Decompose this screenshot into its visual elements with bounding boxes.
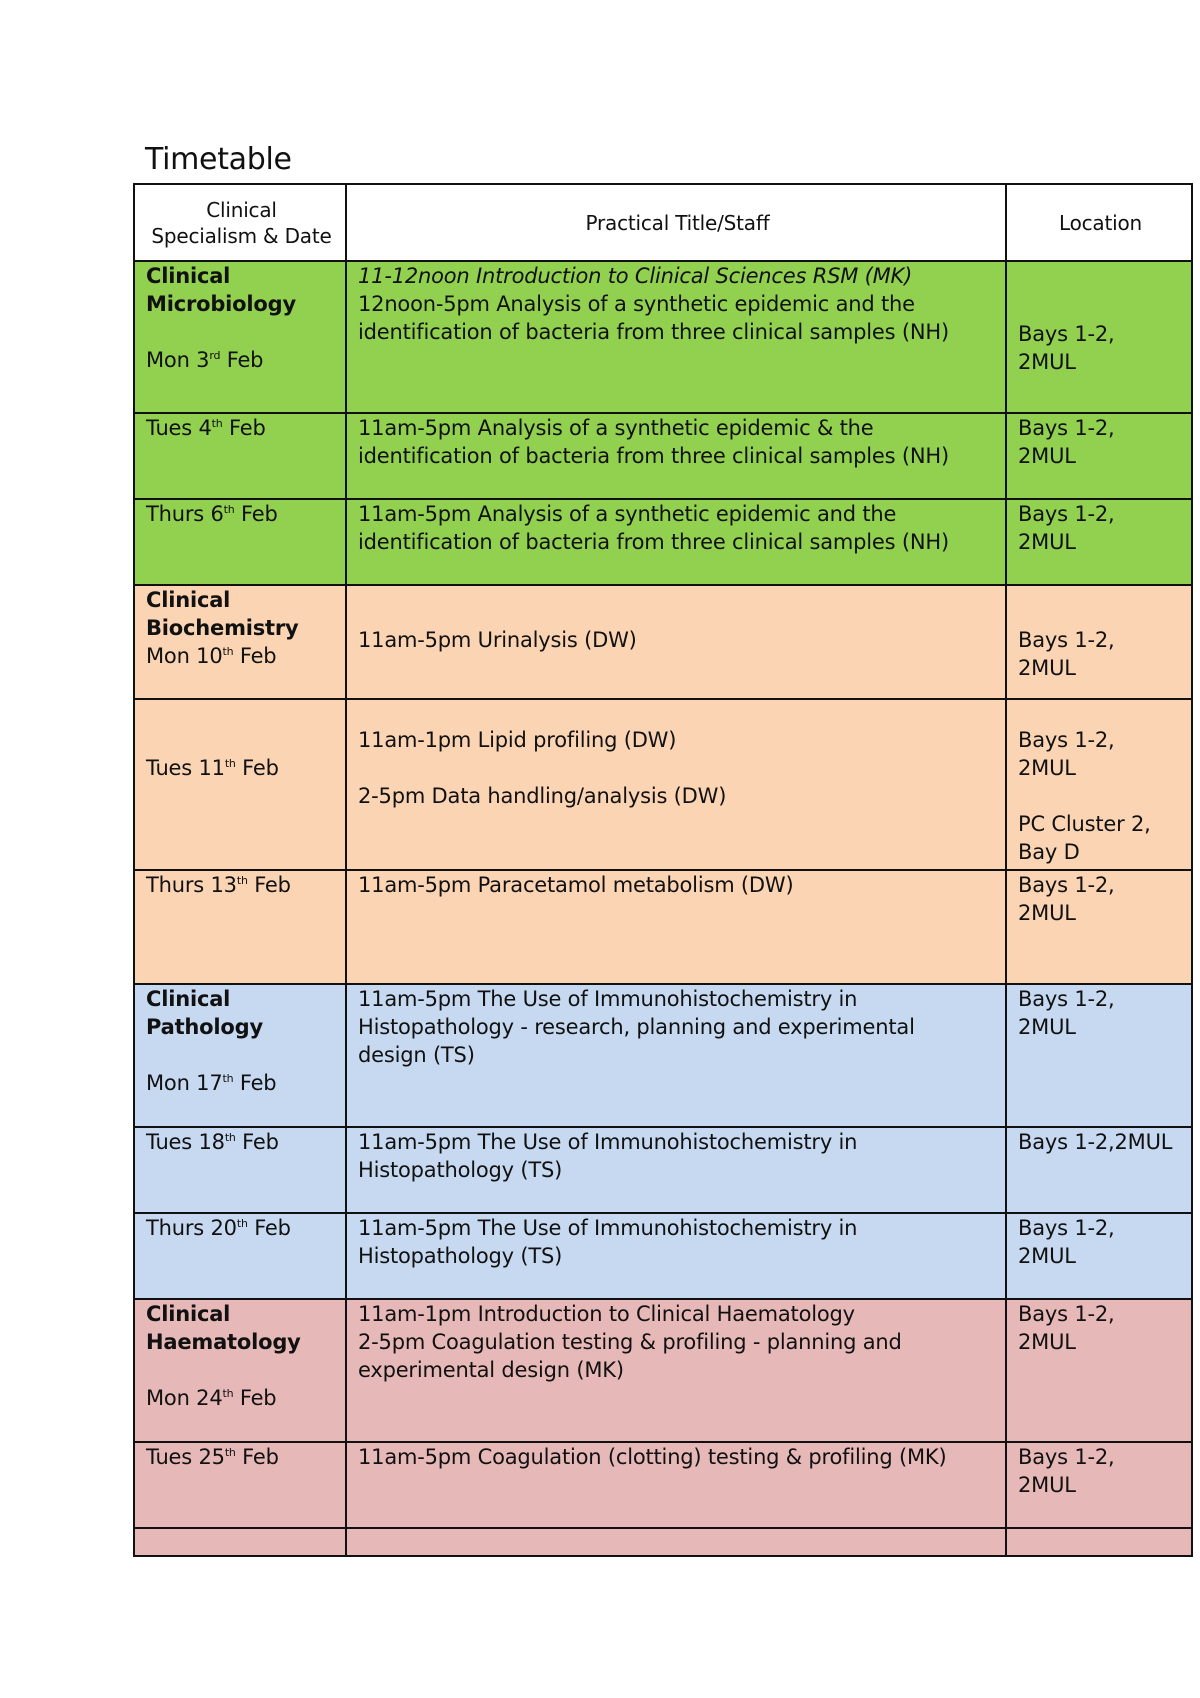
practical-line: 11am-1pm Lipid profiling (DW) — [358, 728, 677, 752]
session-date: Tues 25th Feb — [146, 1445, 279, 1469]
table-row — [134, 984, 1192, 1127]
practical-line: 11am-5pm The Use of Immunohistochemistry in — [358, 987, 858, 1011]
location-line: Bays 1-2, — [1018, 1445, 1115, 1469]
table-row — [134, 585, 1192, 699]
location-line: Bays 1-2, — [1018, 1216, 1115, 1240]
header-practical-title: Practical Title/Staff — [346, 184, 1006, 261]
specialism-date-cell — [134, 499, 346, 585]
location-line: 2MUL — [1018, 1244, 1076, 1268]
location-line: 2MUL — [1018, 1330, 1076, 1354]
practical-line: design (TS) — [358, 1043, 475, 1067]
specialism-name: Clinical — [146, 1302, 231, 1326]
specialism-name: Clinical — [146, 264, 231, 288]
session-date: Tues 4th Feb — [146, 416, 266, 440]
location-line: Bays 1-2, — [1018, 728, 1115, 752]
practical-cell — [346, 261, 1006, 413]
session-date: Tues 18th Feb — [146, 1130, 279, 1154]
specialism-name: Pathology — [146, 1015, 263, 1039]
location-cell — [1006, 1213, 1192, 1299]
session-date: Thurs 13th Feb — [146, 873, 291, 897]
empty-cell — [134, 1528, 346, 1556]
location-cell — [1006, 499, 1192, 585]
practical-line: Histopathology (TS) — [358, 1244, 563, 1268]
session-date: Thurs 6th Feb — [146, 502, 278, 526]
table-row — [134, 699, 1192, 870]
location-line: Bays 1-2, — [1018, 628, 1115, 652]
header-col1-line2: Specialism & Date — [151, 223, 332, 248]
location-line: Bays 1-2, — [1018, 873, 1115, 897]
location-line: 2MUL — [1018, 656, 1076, 680]
location-cell — [1006, 1442, 1192, 1528]
location-line: 2MUL — [1018, 1473, 1076, 1497]
location-cell — [1006, 1127, 1192, 1213]
practical-line: experimental design (MK) — [358, 1358, 624, 1382]
practical-cell — [346, 1213, 1006, 1299]
location-line: Bay D — [1018, 840, 1080, 864]
table-row — [134, 413, 1192, 499]
practical-line: 11am-5pm The Use of Immunohistochemistry in — [358, 1216, 858, 1240]
location-cell — [1006, 413, 1192, 499]
location-line: PC Cluster 2, — [1018, 812, 1151, 836]
specialism-name: Microbiology — [146, 292, 296, 316]
specialism-name: Clinical — [146, 588, 231, 612]
table-row — [134, 499, 1192, 585]
location-line: 2MUL — [1018, 756, 1076, 780]
practical-line: Histopathology (TS) — [358, 1158, 563, 1182]
practical-line: 11am-5pm Coagulation (clotting) testing & profiling (MK) — [358, 1445, 947, 1469]
location-line: Bays 1-2, — [1018, 1302, 1115, 1326]
table-row — [134, 870, 1192, 984]
practical-line: 11-12noon Introduction to Clinical Sciences RSM (MK) — [358, 264, 913, 288]
header-row — [134, 184, 1192, 261]
specialism-date-cell — [134, 261, 346, 413]
specialism-date-cell — [134, 1213, 346, 1299]
practical-line: 11am-5pm Analysis of a synthetic epidemic & the — [358, 416, 874, 440]
timetable — [133, 183, 1193, 1557]
session-date: Mon 17th Feb — [146, 1071, 277, 1095]
table-row — [134, 261, 1192, 413]
practical-line: 11am-1pm Introduction to Clinical Haematology — [358, 1302, 855, 1326]
location-cell — [1006, 1299, 1192, 1442]
location-cell — [1006, 261, 1192, 413]
specialism-name: Haematology — [146, 1330, 301, 1354]
practical-line: 11am-5pm Urinalysis (DW) — [358, 628, 637, 652]
practical-line: identification of bacteria from three clinical samples (NH) — [358, 320, 949, 344]
practical-cell — [346, 1127, 1006, 1213]
session-date: Mon 24th Feb — [146, 1386, 277, 1410]
empty-cell — [1006, 1528, 1192, 1556]
empty-row — [134, 1528, 1192, 1556]
location-line: 2MUL — [1018, 1015, 1076, 1039]
practical-cell — [346, 870, 1006, 984]
specialism-date-cell — [134, 1299, 346, 1442]
location-line: Bays 1-2,2MUL — [1018, 1130, 1173, 1154]
practical-line: 11am-5pm Analysis of a synthetic epidemic and the — [358, 502, 897, 526]
session-date: Mon 10th Feb — [146, 644, 277, 668]
location-cell — [1006, 699, 1192, 870]
practical-cell — [346, 499, 1006, 585]
practical-cell — [346, 699, 1006, 870]
practical-cell — [346, 984, 1006, 1127]
specialism-date-cell — [134, 1442, 346, 1528]
table-row — [134, 1213, 1192, 1299]
practical-cell — [346, 1299, 1006, 1442]
practical-cell — [346, 1442, 1006, 1528]
specialism-date-cell — [134, 413, 346, 499]
location-line: Bays 1-2, — [1018, 987, 1115, 1011]
header-specialism-date — [134, 184, 346, 261]
practical-line: identification of bacteria from three clinical samples (NH) — [358, 444, 949, 468]
practical-line: 11am-5pm Paracetamol metabolism (DW) — [358, 873, 794, 897]
location-line: 2MUL — [1018, 901, 1076, 925]
practical-line: Histopathology - research, planning and experimental — [358, 1015, 915, 1039]
practical-line: 2-5pm Data handling/analysis (DW) — [358, 784, 727, 808]
page-title: Timetable — [145, 142, 292, 177]
specialism-date-cell — [134, 699, 346, 870]
location-cell — [1006, 984, 1192, 1127]
specialism-date-cell — [134, 870, 346, 984]
specialism-name: Biochemistry — [146, 616, 299, 640]
location-line: 2MUL — [1018, 350, 1076, 374]
practical-line: identification of bacteria from three clinical samples (NH) — [358, 530, 949, 554]
header-location: Location — [1006, 184, 1192, 261]
practical-line: 11am-5pm The Use of Immunohistochemistry in — [358, 1130, 858, 1154]
session-date: Tues 11th Feb — [146, 756, 279, 780]
specialism-date-cell — [134, 984, 346, 1127]
location-cell — [1006, 585, 1192, 699]
location-cell — [1006, 870, 1192, 984]
header-col1-line1: Clinical — [206, 197, 277, 222]
practical-cell — [346, 585, 1006, 699]
table-row — [134, 1442, 1192, 1528]
location-line: Bays 1-2, — [1018, 322, 1115, 346]
session-date: Thurs 20th Feb — [146, 1216, 291, 1240]
specialism-date-cell — [134, 1127, 346, 1213]
location-line: Bays 1-2, — [1018, 416, 1115, 440]
practical-line: 2-5pm Coagulation testing & profiling - planning and — [358, 1330, 902, 1354]
table-row — [134, 1127, 1192, 1213]
specialism-name: Clinical — [146, 987, 231, 1011]
location-line: Bays 1-2, — [1018, 502, 1115, 526]
table-row — [134, 1299, 1192, 1442]
session-date: Mon 3rd Feb — [146, 348, 264, 372]
location-line: 2MUL — [1018, 530, 1076, 554]
location-line: 2MUL — [1018, 444, 1076, 468]
practical-cell — [346, 413, 1006, 499]
practical-line: 12noon-5pm Analysis of a synthetic epidemic and the — [358, 292, 915, 316]
empty-cell — [346, 1528, 1006, 1556]
specialism-date-cell — [134, 585, 346, 699]
